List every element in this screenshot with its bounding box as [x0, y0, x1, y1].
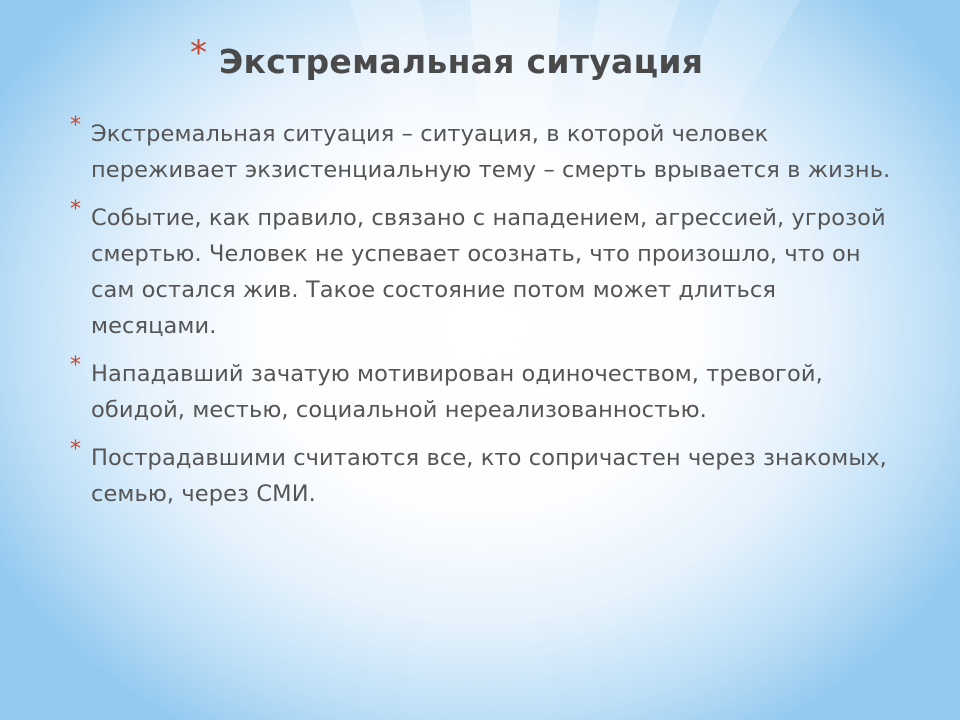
bullet-asterisk-icon: * [70, 197, 82, 222]
bullet-asterisk-icon: * [70, 113, 82, 138]
bullet-item [70, 197, 900, 344]
bullet-item [70, 437, 900, 512]
slide-title: Экстремальная ситуация [219, 42, 704, 81]
title-asterisk-icon: * [190, 33, 207, 73]
title-row [190, 32, 910, 92]
bullet-text: Событие, как правило, связано с нападением, агрессией, угрозой смертью. Человек не успевает осознать, что произошло, что он сам остался жив. Такое состояние потом может длиться месяцами. [91, 205, 886, 339]
bullet-item [70, 113, 900, 188]
bullet-text: Нападавший зачатую мотивирован одиночеством, тревогой, обидой, местью, социальной нереализованностью. [91, 361, 823, 423]
bullet-list [70, 113, 900, 524]
bullet-text: Пострадавшими считаются все, кто сопричастен через знакомых, семью, через СМИ. [91, 445, 887, 507]
bullet-item [70, 353, 900, 428]
bullet-asterisk-icon: * [70, 353, 82, 378]
bullet-text: Экстремальная ситуация – ситуация, в которой человек переживает экзистенциальную тему – смерть врывается в жизнь. [91, 121, 891, 183]
bullet-asterisk-icon: * [70, 437, 82, 462]
